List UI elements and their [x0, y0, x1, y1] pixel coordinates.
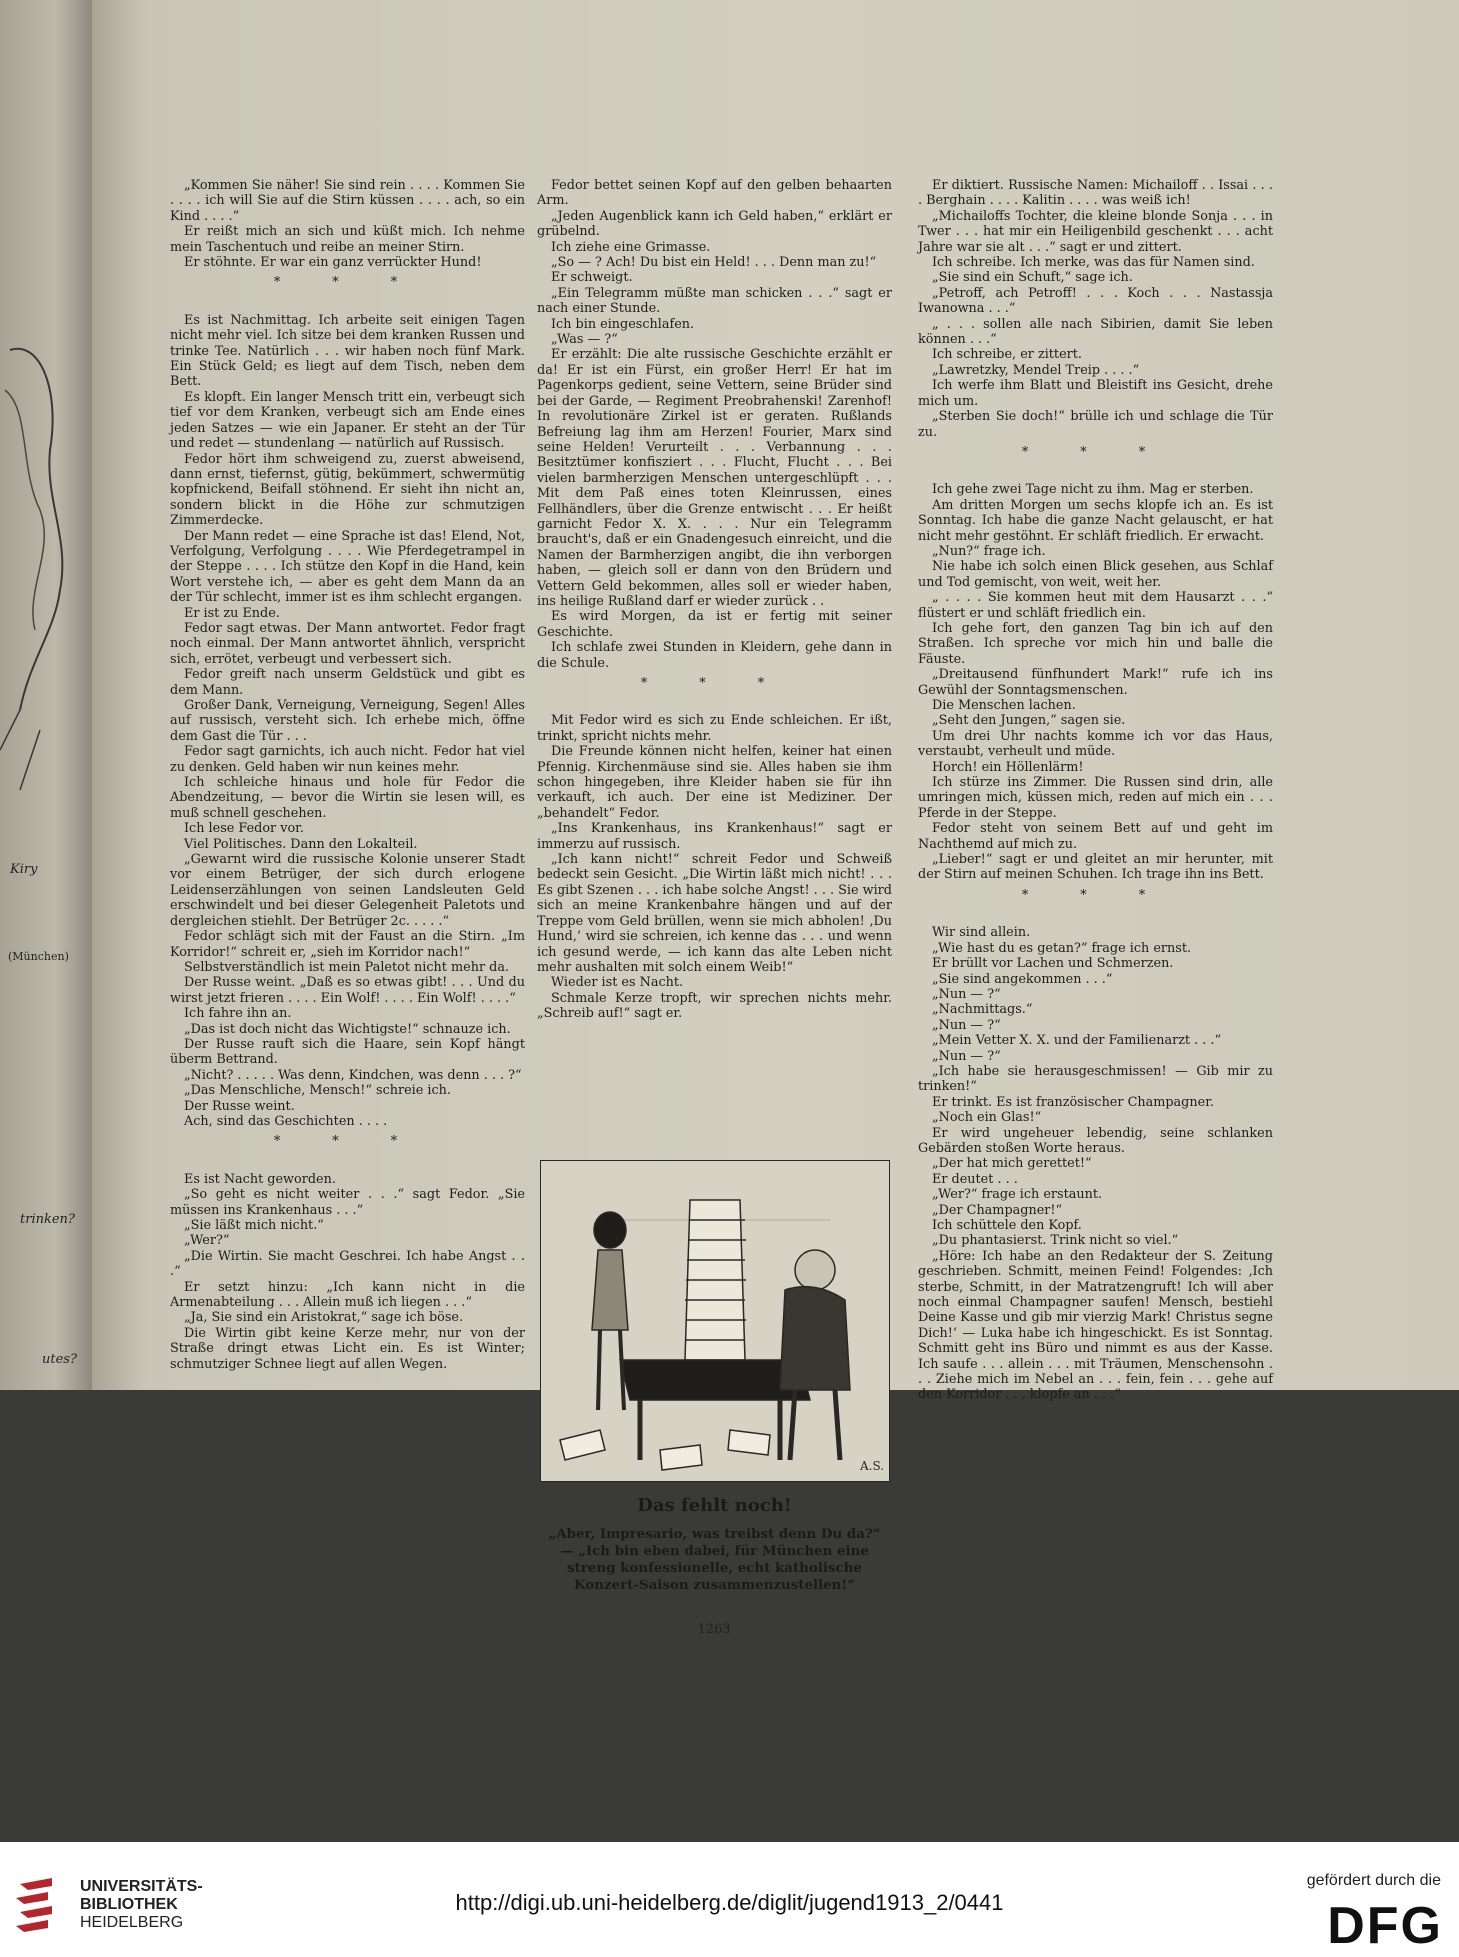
- paragraph: Fedor sagt garnichts, ich auch nicht. Fedor hat viel zu denken. Geld haben wir nun keines mehr.: [170, 744, 525, 775]
- paragraph: „Wer?“: [184, 1233, 230, 1249]
- paragraph: Um drei Uhr nachts komme ich vor das Haus, verstaubt, verheult und müde.: [918, 728, 1273, 760]
- city-label: (München): [8, 950, 69, 963]
- paragraph: Fedor schlägt sich mit der Faust an die Stirn. „Im Korridor!“ schreit er, „sieh im Korridor nach!“: [170, 929, 525, 960]
- margin-note-2: utes?: [42, 1352, 77, 1367]
- section-separator: * * *: [640, 676, 789, 691]
- previous-page-sketch: [0, 330, 85, 830]
- section-separator: * * *: [273, 275, 422, 291]
- paragraph: „Der Champagner!“: [932, 1202, 1063, 1218]
- paragraph: Viel Politisches. Dann den Lokalteil.: [184, 836, 418, 852]
- paragraph: „Seht den Jungen,“ sagen sie.: [932, 713, 1126, 729]
- illustration-title: Das fehlt noch!: [637, 1495, 792, 1516]
- paragraph: „Ich kann nicht!“ schreit Fedor und Schweiß bedeckt sein Gesicht. „Die Wirtin läßt mich nicht! . . . Es gibt Szenen . . . ich habe solche Angst! . . . Sie wird sich an meine Krankenbahre hängen und auf der Treppe vom Geld brüllen, wenn sie mich abholen! ‚Du Hund,‘ wird sie schreien, ich kenne das . . . und wenn ich gesund werde, — ich kann das alte Leben nicht mehr aushalten mit solch einem Weib!“: [537, 852, 892, 975]
- paragraph: Ich schlafe zwei Stunden in Kleidern, gehe dann in die Schule.: [537, 640, 892, 671]
- margin-note-1: trinken?: [20, 1212, 75, 1227]
- paragraph: Ich lese Fedor vor.: [184, 821, 304, 837]
- paragraph: Er wird ungeheuer lebendig, seine schlanken Gebärden stoßen Worte heraus.: [918, 1125, 1273, 1156]
- paragraph: „So geht es nicht weiter . . .“ sagt Fedor. „Sie müssen ins Krankenhaus . . .“: [170, 1187, 525, 1218]
- cartoon-illustration: [540, 1160, 890, 1482]
- paragraph: Mit Fedor wird es sich zu Ende schleichen. Er ißt, trinkt, spricht nichts mehr.: [537, 713, 892, 744]
- paragraph: „Petroff, ach Petroff! . . . Koch . . . Nastassja Iwanowna . . .“: [918, 285, 1273, 317]
- section-separator: * * *: [273, 1134, 422, 1150]
- section-separator: * * *: [1021, 444, 1170, 460]
- previous-page-edge: [0, 0, 92, 1390]
- paragraph: „Sie läßt mich nicht.“: [184, 1218, 324, 1233]
- paragraph: „Nun — ?“: [932, 1017, 1001, 1033]
- paragraph: „ . . . sollen alle nach Sibirien, damit Sie leben können . . .“: [918, 316, 1273, 348]
- paragraph: Ich bin eingeschlafen.: [551, 316, 695, 332]
- viewer-footer: [0, 1842, 1459, 1957]
- artist-signature: Kiry: [10, 862, 38, 877]
- paragraph: „Die Wirtin. Sie macht Geschrei. Ich habe Angst . . .“: [170, 1248, 525, 1280]
- paragraph: Ich fahre ihn an.: [184, 1006, 292, 1022]
- paragraph: Die Wirtin gibt keine Kerze mehr, nur von der Straße dringt etwas Licht ein. Es ist Winter; schmutziger Schnee liegt auf allen Wegen.: [170, 1325, 525, 1372]
- paragraph: Ich werfe ihm Blatt und Bleistift ins Gesicht, drehe mich um.: [918, 378, 1273, 409]
- paragraph: Der Russe weint.: [184, 1098, 295, 1114]
- library-name: UNIVERSITÄTS- BIBLIOTHEK HEIDELBERG: [80, 1878, 203, 1931]
- paragraph: Ich gehe zwei Tage nicht zu ihm. Mag er sterben.: [932, 482, 1254, 498]
- paragraph: „Du phantasierst. Trink nicht so viel.“: [932, 1233, 1179, 1249]
- paragraph: Die Menschen lachen.: [932, 698, 1076, 713]
- paragraph: Er erzählt: Die alte russische Geschichte erzählt er da! Er ist ein Fürst, ein großer Herr! Er hat im Pagenkorps gedient, seine Vettern, seine Brüder sind bei der Garde, — Regiment Preobrahenski! Zarenhof! In revolutionäre Zirkel ist er geraten. Rußlands Befreiung lag ihm am Herzen! Fourier, Marx sind seine Helden! Verurteilt . . . Verbannung . . . Besitztümer konfisziert . . . Flucht, Flucht . . . Bei vielen barmherzigen Menschen untergeschlüpft . . . Mit dem Paß eines toten Kleinrussen, eines Fellhändlers, über die Grenze entwischt . . . Er heißt garnicht Fedor X. X. . . . Nur ein Telegramm braucht's, daß er ein Gnadengesuch einreicht, und die Namen der Barmherzigen angibt, die ihn verborgen haben, — gleich soll er dann von den Brüdern und Vettern Geld bekommen, alles soll er wieder haben, ins heilige Rußland darf er wieder zurück . .: [537, 347, 892, 609]
- document-url-link[interactable]: http://digi.ub.uni-heidelberg.de/diglit/jugend1913_2/0441: [455, 1890, 1004, 1915]
- paragraph: Der Russe rauft sich die Haare, sein Kopf hängt überm Bettrand.: [170, 1036, 525, 1068]
- text-column-2: [537, 178, 892, 1022]
- paragraph: „ . . . . Sie kommen heut mit dem Hausarzt . . .“ flüstert er und schläft friedlich ein.: [918, 590, 1273, 621]
- funded-by-label: gefördert durch die: [1306, 1872, 1441, 1889]
- paragraph: „Ins Krankenhaus, ins Krankenhaus!“ sagt er immerzu auf russisch.: [537, 821, 892, 852]
- paragraph: Schmale Kerze tropft, wir sprechen nichts mehr. „Schreib auf!“ sagt er.: [537, 990, 892, 1022]
- paragraph: Fedor sagt etwas. Der Mann antwortet. Fedor fragt noch einmal. Der Mann antwortet ähnlich, verspricht sich, errötet, verbeugt und verbessert sich.: [170, 620, 525, 667]
- paragraph: Ich schleiche hinaus und hole für Fedor die Abendzeitung, — bevor die Wirtin sie lesen will, es muß schnell geschehen.: [170, 775, 525, 821]
- paragraph: Es ist Nachmittag. Ich arbeite seit einigen Tagen nicht mehr viel. Ich sitze bei dem kranken Russen und trinke Tee. Natürlich . . . wir haben noch fünf Mark. Ein Stück Geld; es liegt auf dem Tisch, neben dem Bett.: [170, 312, 525, 390]
- paragraph: „Kommen Sie näher! Sie sind rein . . . . Kommen Sie . . . . ich will Sie auf die Stirn küssen . . . . ach, so ein Kind . . . .“: [170, 178, 525, 224]
- paragraph: Er setzt hinzu: „Ich kann nicht in die Armenabteilung . . . Allein muß ich liegen . . .“: [170, 1279, 525, 1311]
- paragraph: Fedor bettet seinen Kopf auf den gelben behaarten Arm.: [537, 178, 892, 209]
- text-column-1: [170, 178, 525, 1372]
- paragraph: Wieder ist es Nacht.: [551, 975, 684, 991]
- paragraph: Nie habe ich solch einen Blick gesehen, aus Schlaf und Tod gemischt, von weit, weit her.: [918, 559, 1273, 590]
- paragraph: Großer Dank, Verneigung, Verneigung, Segen! Alles auf russisch, versteht sich. Ich erhebe mich, öffne dem Gast die Tür . . .: [170, 698, 525, 744]
- paragraph: Der Mann redet — eine Sprache ist das! Elend, Not, Verfolgung, Verfolgung . . . . Wie Pferdegetrampel in der Steppe . . . . Ich stütze den Kopf in die Hand, kein Wort verstehe ich, — aber es geht dem Mann da an der Tür schlecht, immer ist es ihm schlecht ergangen.: [170, 528, 525, 606]
- caption-line-2: — „Ich bin eben dabei, für München eine streng konfessionelle, echt katholische Konzert-Saison zusammenzustellen!“: [560, 1543, 869, 1593]
- paragraph: Fedor steht von seinem Bett auf und geht im Nachthemd auf mich zu.: [918, 821, 1273, 852]
- paragraph: „Dreitausend fünfhundert Mark!“ rufe ich ins Gewühl der Sonntagsmenschen.: [918, 667, 1273, 698]
- text-column-3: [918, 178, 1273, 1403]
- paragraph: „Nun?“ frage ich.: [932, 543, 1046, 559]
- paragraph: „Der hat mich gerettet!“: [932, 1156, 1092, 1172]
- paragraph: Ich schreibe. Ich merke, was das für Namen sind.: [932, 255, 1255, 271]
- paragraph: Ich schreibe, er zittert.: [932, 347, 1082, 363]
- paragraph: „Das ist doch nicht das Wichtigste!“ schnauze ich.: [184, 1021, 511, 1037]
- paragraph: Er trinkt. Es ist französischer Champagner.: [932, 1094, 1214, 1110]
- paragraph: Selbstverständlich ist mein Paletot nicht mehr da.: [184, 959, 510, 975]
- paragraph: Er schweigt.: [551, 270, 633, 286]
- paragraph: Fedor hört ihm schweigend zu, zuerst abweisend, dann ernst, tiefernst, gütig, bekümmert, schwermütig kopfnickend, Beifall stöhnend. Er sieht ihn nicht an, sondern blickt in die Höhe zur schmutzigen Zimmerdecke.: [170, 451, 525, 529]
- paragraph: „Lawretzky, Mendel Treip . . . .“: [932, 362, 1140, 378]
- section-separator: * * *: [1021, 887, 1170, 903]
- paragraph: „Wie hast du es getan?“ frage ich ernst.: [932, 940, 1192, 956]
- paragraph: Er deutet . . .: [932, 1171, 1018, 1187]
- paragraph: Ich ziehe eine Grimasse.: [551, 239, 711, 255]
- paragraph: „Nun — ?“: [932, 986, 1001, 1002]
- paragraph: Er ist zu Ende.: [184, 605, 280, 621]
- paragraph: „Jeden Augenblick kann ich Geld haben,“ erklärt er grübelnd.: [537, 208, 892, 240]
- paragraph: „Was — ?“: [551, 332, 618, 348]
- paragraph: „Sie sind angekommen . . .“: [932, 971, 1113, 987]
- dfg-logo: DFG: [1327, 1897, 1443, 1955]
- paragraph: „Ein Telegramm müßte man schicken . . .“ sagt er nach einer Stunde.: [537, 285, 892, 317]
- paragraph: „Mein Vetter X. X. und der Familienarzt . . .“: [932, 1033, 1222, 1049]
- paragraph: Horch! ein Höllenlärm!: [932, 759, 1084, 775]
- caption-line-1: „Aber, Impresario, was treibst denn Du da?“: [548, 1526, 881, 1542]
- paragraph: „Sie sind ein Schuft,“ sage ich.: [932, 270, 1133, 286]
- page-number: 1263: [697, 1622, 731, 1637]
- paragraph: „Nun — ?“: [932, 1048, 1001, 1064]
- paragraph: Es klopft. Ein langer Mensch tritt ein, verbeugt sich tief vor dem Kranken, verbeugt sich am Ende eines jeden Satzes — wie ein Japaner. Er steht an der Tür und redet — stundenlang — natürlich auf Russisch.: [170, 389, 525, 452]
- paragraph: Er stöhnte. Er war ein ganz verrückter Hund!: [184, 255, 482, 271]
- paragraph: Ich stürze ins Zimmer. Die Russen sind drin, alle umringen mich, küssen mich, reden auf mich ein . . . Pferde in der Steppe.: [918, 775, 1273, 821]
- paragraph: Er brüllt vor Lachen und Schmerzen.: [932, 956, 1174, 972]
- illustration-signature: A.S.: [860, 1459, 885, 1473]
- paragraph: Die Freunde können nicht helfen, keiner hat einen Pfennig. Kirchenmäuse sind sie. Alles haben sie ihm schon hingegeben, ihre Kleider haben sie für ihn verkauft, ich auch. Der eine ist Mediziner. Der „behandelt“ Fedor.: [537, 744, 892, 821]
- paragraph: Wir sind allein.: [932, 925, 1031, 941]
- paragraph: Es ist Nacht geworden.: [184, 1171, 336, 1187]
- paragraph: „Nicht? . . . . . Was denn, Kindchen, was denn . . . ?“: [184, 1067, 522, 1083]
- paragraph: Der Russe weint. „Daß es so etwas gibt! . . . Und du wirst jetzt frieren . . . . Ein Wolf! . . . . Ein Wolf! . . . .“: [170, 975, 525, 1006]
- paragraph: „So — ? Ach! Du bist ein Held! . . . Denn man zu!“: [551, 255, 877, 271]
- paragraph: Er reißt mich an sich und küßt mich. Ich nehme mein Taschentuch und reibe an meiner Stirn.: [170, 224, 525, 255]
- paragraph: „Höre: Ich habe an den Redakteur der S. Zeitung geschrieben. Schmitt, meinen Feind! Folgendes: ‚Ich sterbe, Schmitt, in der Matratzengruft! Ich will aber noch einmal Champagner saufen! Mensch, bestiehl Deine Kasse und gib mir vierzig Mark! Christus segne Dich!‘ — Luka habe ich hingeschickt. Es ist Sonntag. Schmitt geht ins Büro und nimmt es aus der Kasse. Ich saufe . . . allein . . . mit Träumen, Menschensohn . . . Ziehe mich im Nebel an . . . fein, fein . . . gehe auf den Korridor . . . klopfe an . . .“: [918, 1248, 1273, 1403]
- paragraph: „Ich habe sie herausgeschmissen! — Gib mir zu trinken!“: [918, 1063, 1273, 1095]
- paragraph: Ach, sind das Geschichten . . . .: [184, 1113, 388, 1129]
- paragraph: „Noch ein Glas!“: [932, 1110, 1042, 1126]
- paragraph: Ich schüttele den Kopf.: [932, 1218, 1082, 1233]
- paragraph: Es wird Morgen, da ist er fertig mit seiner Geschichte.: [537, 609, 892, 640]
- paragraph: Fedor greift nach unserm Geldstück und gibt es dem Mann.: [170, 667, 525, 698]
- paragraph: „Gewarnt wird die russische Kolonie unserer Stadt vor einem Betrüger, der sich durch erlogene Leidenserzählungen von seinen Landsleuten Geld erschwindelt und bei dieser Gelegenheit Paletots und dergleichen stiehlt. Der Betrüger 2c. . . . .“: [170, 852, 525, 929]
- paragraph: Am dritten Morgen um sechs klopfe ich an. Es ist Sonntag. Ich habe die ganze Nacht gelauscht, er hat nicht mehr gestöhnt. Er schläft friedlich. Er erwacht.: [918, 497, 1273, 544]
- paragraph: Ich gehe fort, den ganzen Tag bin ich auf den Straßen. Ich spreche vor mich hin und balle die Fäuste.: [918, 620, 1273, 667]
- paragraph: „Wer?“ frage ich erstaunt.: [932, 1187, 1103, 1203]
- illustration-caption: [537, 1526, 892, 1594]
- paragraph: „Lieber!“ sagt er und gleitet an mir herunter, mit der Stirn auf meinen Schuhen. Ich trage ihn ins Bett.: [918, 852, 1273, 883]
- paragraph: „Nachmittags.“: [932, 1002, 1033, 1018]
- paragraph: „Sterben Sie doch!“ brülle ich und schlage die Tür zu.: [918, 409, 1273, 440]
- paragraph: „Das Menschliche, Mensch!“ schreie ich.: [184, 1083, 451, 1099]
- paragraph: Er diktiert. Russische Namen: Michailoff . . Issai . . . . Berghain . . . . Kalitin . . . . was weiß ich!: [918, 178, 1273, 209]
- paragraph: „Ja, Sie sind ein Aristokrat,“ sage ich böse.: [184, 1310, 464, 1326]
- paragraph: „Michailoffs Tochter, die kleine blonde Sonja . . . in Twer . . . hat mir ein Heiligenbild geschenkt . . . acht Jahre war sie alt . . .“ sagt er und zittert.: [918, 208, 1273, 255]
